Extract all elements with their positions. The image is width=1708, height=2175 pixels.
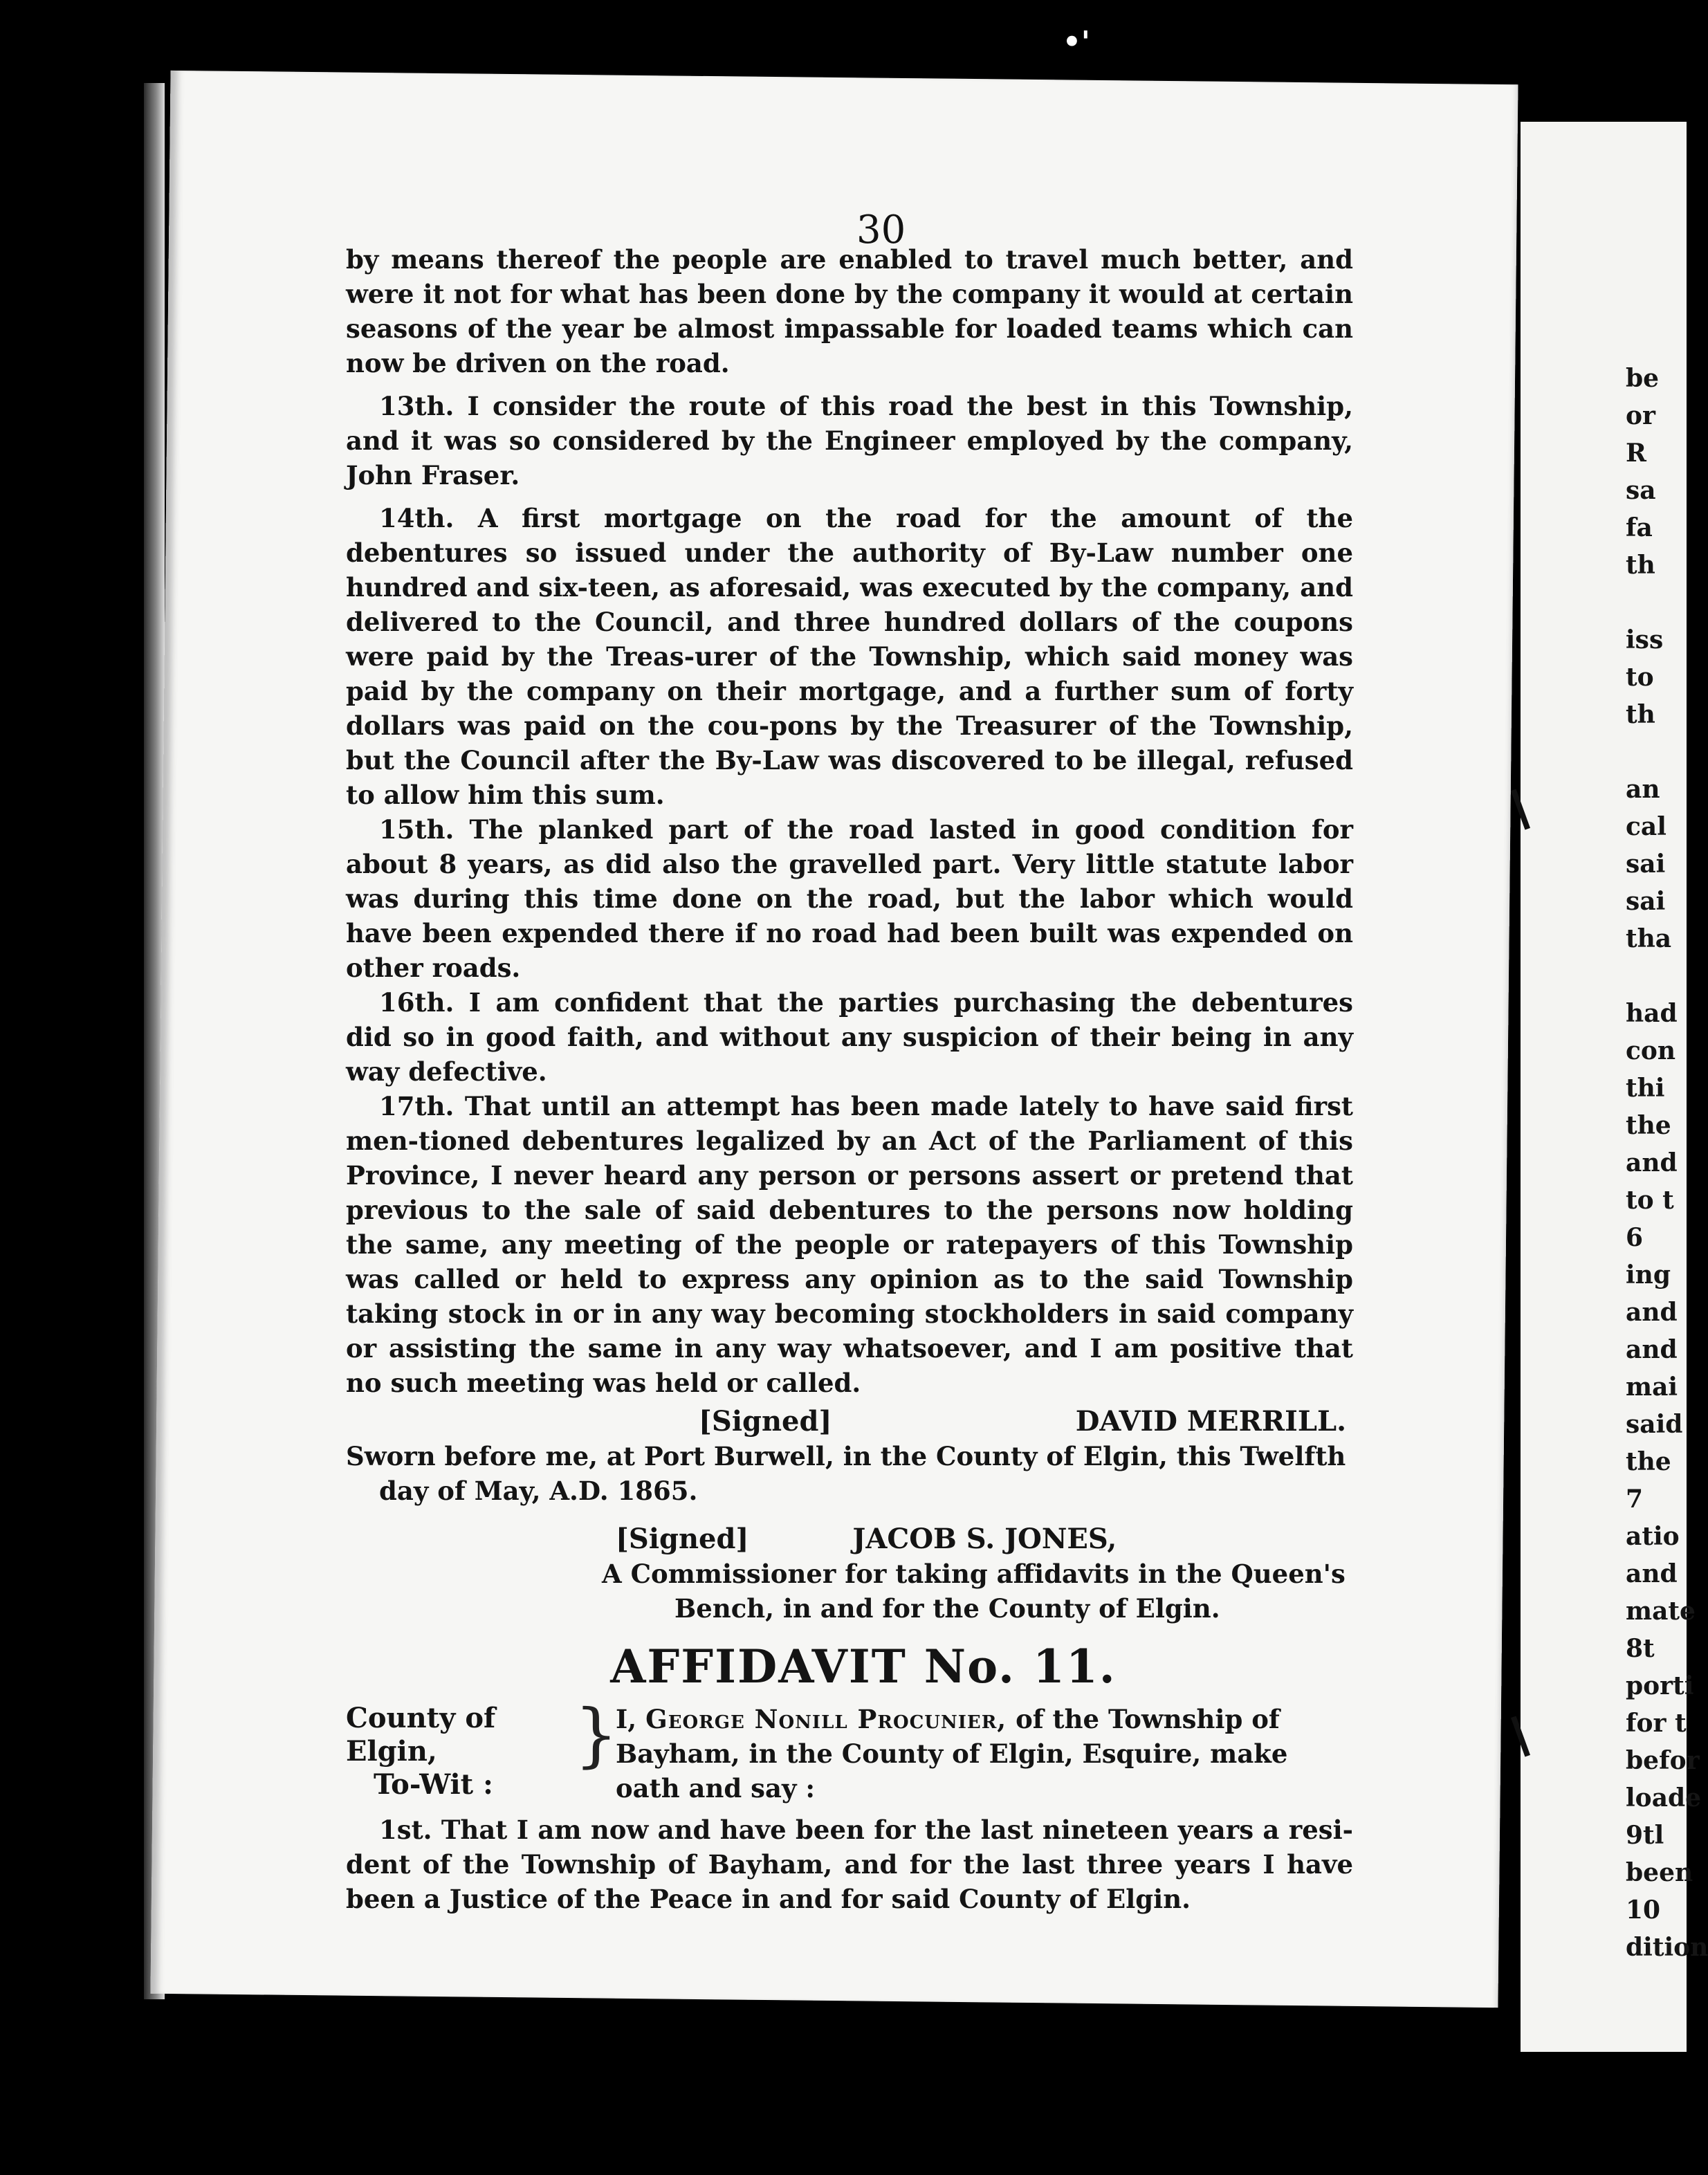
paragraph-15th: 15th. The planked part of the road lasted in good condition for about 8 years, as did also the gravelled part. Very little statute labor was during this time done on the road, but the labor which would have been expended there if no road had been built was expended on other roads.: [346, 814, 1353, 983]
right-page-line-fragment: 10: [1626, 1896, 1661, 1925]
to-wit-label: To-Wit :: [374, 1768, 493, 1801]
right-page-line-fragment: for t: [1626, 1709, 1687, 1738]
deponent-intro: [616, 1702, 1353, 1806]
right-page-fragments: [1626, 360, 1708, 1966]
right-page-line-fragment: con: [1626, 1036, 1676, 1065]
right-page-line-fragment: 8t: [1626, 1634, 1655, 1663]
right-page-line-fragment: [1626, 584, 1695, 621]
commissioner-name: JACOB S. JONES,: [852, 1523, 1117, 1555]
right-page-line-fragment: [1626, 957, 1695, 995]
right-page-line-fragment: cal: [1626, 812, 1666, 841]
page-text: [346, 242, 1353, 1916]
right-page-line-fragment: 7: [1626, 1485, 1644, 1514]
paragraph-13th: 13th. I consider the route of this road the best in this Township, and it was so considered by the Engineer employed by the company, John Fraser.: [346, 391, 1353, 490]
right-page-line-fragment: iss: [1626, 625, 1664, 654]
intro-prefix: I,: [616, 1704, 637, 1734]
right-page-line-fragment: the: [1626, 1447, 1671, 1476]
right-page-line-fragment: dition: [1626, 1933, 1708, 1962]
right-page-line-fragment: thi: [1626, 1074, 1665, 1103]
right-page-line-fragment: 6: [1626, 1223, 1644, 1252]
right-page-line-fragment: sai: [1626, 887, 1666, 916]
right-page-line-fragment: said: [1626, 1410, 1683, 1439]
right-page-line-fragment: had: [1626, 999, 1678, 1028]
right-page-line-fragment: th: [1626, 700, 1655, 729]
right-page-line-fragment: sa: [1626, 476, 1656, 505]
sworn-line-1: Sworn before me, at Port Burwell, in the County of Elgin, this Twelfth: [346, 1441, 1346, 1471]
right-page-line-fragment: befor: [1626, 1746, 1700, 1775]
commissioner-line-1: A Commissioner for taking affidavits in the Queen's: [602, 1559, 1346, 1589]
right-page-line-fragment: loade: [1626, 1783, 1702, 1812]
right-page-line-fragment: th: [1626, 551, 1655, 580]
sworn-line-2: day of May, A.D. 1865.: [379, 1476, 698, 1506]
right-page-line-fragment: and: [1626, 1298, 1678, 1327]
right-page-line-fragment: porti: [1626, 1671, 1694, 1700]
venue-county: [346, 1702, 574, 1801]
right-page-line-fragment: atio: [1626, 1522, 1680, 1551]
right-page-line-fragment: and: [1626, 1148, 1678, 1177]
right-page-line-fragment: [1626, 733, 1695, 771]
right-page-line-fragment: been: [1626, 1858, 1693, 1887]
right-page-line-fragment: sai: [1626, 850, 1666, 879]
right-page-line-fragment: an: [1626, 775, 1660, 804]
right-page-line-fragment: to t: [1626, 1186, 1674, 1215]
right-page-line-fragment: mate: [1626, 1597, 1696, 1626]
right-page-line-fragment: to: [1626, 663, 1654, 692]
intro-rest: of the Township of Bayham, in the County of Elgin, Esquire, make oath and say :: [616, 1704, 1288, 1804]
right-page-line-fragment: R: [1626, 439, 1646, 468]
right-page-line-fragment: ing: [1626, 1260, 1671, 1290]
paragraph-1st: 1st. That I am now and have been for the last nineteen years a resi-dent of the Township of Bayham, and for the last three years I have been a Justice of the Peace in and for said County of Elgin.: [346, 1815, 1353, 1914]
signed-label: [Signed]: [699, 1405, 832, 1438]
right-page-line-fragment: 9tl: [1626, 1821, 1664, 1850]
venue-block: [346, 1694, 1353, 1806]
signed-label: [Signed]: [616, 1523, 749, 1555]
right-page-line-fragment: mai: [1626, 1373, 1678, 1402]
page-number: 30: [856, 208, 906, 253]
right-page-line-fragment: and: [1626, 1335, 1678, 1364]
signature-block-jones: [346, 1522, 1353, 1557]
deponent-name: George Nonill Procunier,: [645, 1704, 1007, 1734]
signer-name: DAVID MERRILL.: [1075, 1405, 1346, 1438]
paragraph-14th: 14th. A first mortgage on the road for the amount of the debentures so issued under the authority of By-Law number one hundred and six-teen, as aforesaid, was executed by the company, and delivered to the Council, and three hundred dollars of the coupons were paid by the Treas-urer of the Township, which said money was paid by the company on their mortgage, and a further sum of forty dollars was paid on the cou-pons by the Treasurer of the Township, but the Council after the By-Law was discovered to be illegal, refused to allow him this sum.: [346, 503, 1353, 810]
affidavit-heading: AFFIDAVIT No. 11.: [610, 1640, 1117, 1694]
signature-block-merrill: [346, 1404, 1353, 1439]
paragraph-17th: 17th. That until an attempt has been made lately to have said first men-tioned debentures legalized by an Act of the Parliament of this Province, I never heard any person or persons assert or pretend that previous to the sale of said debentures to the persons now holding the same, any meeting of the people or ratepayers of this Township was called or held to express any opinion as to the said Township taking stock in or in any way becoming stockholders in said company or assisting the same in any way whatsoever, and I am positive that no such meeting was held or called.: [346, 1091, 1353, 1398]
right-page-line-fragment: fa: [1626, 513, 1653, 542]
speck-mark: •': [1063, 25, 1090, 59]
right-page-line-fragment: be: [1626, 364, 1660, 393]
county-label: County of Elgin,: [346, 1702, 496, 1768]
right-page-line-fragment: or: [1626, 401, 1655, 430]
right-page-line-fragment: the: [1626, 1111, 1671, 1140]
paragraph-16th: 16th. I am confident that the parties purchasing the debentures did so in good faith, and without any suspicion of their being in any way defective.: [346, 987, 1353, 1087]
commissioner-line-2: Bench, in and for the County of Elgin.: [674, 1593, 1220, 1624]
brace-symbol: }: [574, 1694, 618, 1775]
right-page-line-fragment: and: [1626, 1559, 1678, 1588]
paragraph-continued: by means thereof the people are enabled to travel much better, and were it not for what has been done by the company it would at certain seasons of the year be almost impassable for loaded teams which can now be driven on the road.: [346, 244, 1353, 378]
right-page-line-fragment: tha: [1626, 924, 1672, 953]
